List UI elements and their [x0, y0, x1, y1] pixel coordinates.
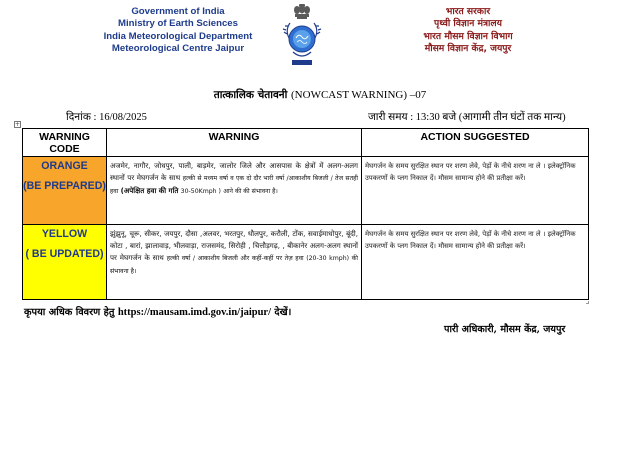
code-sublabel: (BE PREPARED)	[23, 180, 106, 192]
title-english: (NOWCAST WARNING) –07	[291, 89, 427, 101]
header-warning: WARNING	[107, 129, 362, 157]
header-english-line: India Meteorological Department	[103, 30, 253, 42]
warning-text	[107, 225, 362, 300]
warning-detail: हल्की वर्षा / आकाशीय बिजली और कहीं-कहीं पर तेज़ हवा (20-30 kmph) की संभावना है।	[110, 255, 359, 275]
issue-date	[66, 110, 147, 124]
warning-code-yellow	[23, 225, 107, 300]
warning-table	[22, 128, 589, 300]
header-english-line: Ministry of Earth Sciences	[118, 18, 238, 30]
code-sublabel: ( BE UPDATED)	[25, 248, 104, 260]
imd-emblem-icon	[280, 2, 324, 72]
time-value: : 13:30 बजे (आगामी तीन घंटों तक मान्य)	[410, 112, 566, 123]
warning-detail: हल्की से मध्यम वर्षा व एक दो दौर भारी वर्षा /आकाशीय बिजली / तेज सतही हवा	[110, 175, 358, 195]
warning-main: झुंझुनू, चूरू, सीकर, जयपुर, दौसा ,अलवर, भरतपुर, धौलपुर, करौली, टोंक, सवाईमाधोपुर, बूंदी, कोटा , बारां, झालावाड़, भीलवाड़ा, राजसमंद, सिरोही , चित्तौड़गढ़, , बीकानेर अलग-अलग स्थानों पर मेघगर्जन के साथ	[110, 229, 358, 262]
warning-speed: 30-50Kmph )	[180, 188, 221, 195]
header-hindi	[368, 6, 568, 56]
signature: पारी अधिकारी, मौसम केंद्र, जयपुर	[444, 324, 566, 335]
header-hindi-line: मौसम विज्ञान केंद्र, जयपुर	[424, 43, 512, 55]
header-english	[78, 6, 278, 56]
header-english-line: Meteorological Centre Jaipur	[111, 43, 245, 55]
issue-time	[368, 110, 566, 124]
page-title	[0, 88, 640, 102]
table-row	[23, 225, 589, 300]
date-label: दिनांक	[66, 112, 91, 123]
header-english-line: Government of India	[131, 6, 225, 17]
date-value: : 16/08/2025	[93, 112, 147, 123]
table-move-handle-icon[interactable]: +	[15, 121, 21, 128]
action-text: मेघगर्जन के समय सुरक्षित स्थान पर शरण लेवे, पेड़ों के नीचे शरण ना ले । इलेक्ट्रॉनिक उपकरणों के प्लग निकाल दें। मौसम सामान्य होने की प्रतीक्षा करें।	[362, 225, 589, 300]
warning-tail: आने की की संभावना है।	[223, 188, 278, 195]
header-action-suggested: ACTION SUGGESTED	[362, 129, 589, 157]
header-hindi-line: पृथ्वी विज्ञान मंत्रालय	[433, 18, 502, 30]
header-hindi-line: भारत मौसम विज्ञान विभाग	[423, 30, 513, 42]
warning-main: अजमेर, नागौर, जोधपुर, पाली, बाड़मेर, जालोर जिले और आसपास के क्षेत्रों में अलग-अलग स्थानों पर मेघगर्जन के साथ	[110, 161, 358, 182]
warning-text	[107, 157, 362, 225]
more-info-link[interactable]: https://mausam.imd.gov.in/jaipur/	[117, 307, 271, 318]
code-label: ORANGE	[41, 160, 88, 172]
header-hindi-line: भारत सरकार	[445, 6, 491, 17]
more-info-line	[24, 305, 291, 318]
table-header-row	[23, 129, 589, 157]
warning-bold: (अपेक्षित हवा की गति	[120, 186, 179, 195]
warning-code-orange	[23, 157, 107, 225]
title-hindi: तात्कालिक चेतावनी	[213, 89, 288, 101]
time-label: जारी समय	[368, 112, 408, 123]
header-warning-code: WARNING CODE	[23, 129, 107, 157]
table-resize-handle[interactable]	[586, 301, 589, 304]
more-info-prefix: कृपया अधिक विवरण हेतु	[24, 307, 115, 318]
table-row	[23, 157, 589, 225]
code-label: YELLOW	[41, 228, 88, 240]
action-text: मेघगर्जन के समय सुरक्षित स्थान पर शरण लेवे, पेड़ों के नीचे शरण ना ले । इलेक्ट्रॉनिक उपकरणों के प्लग निकाल दें। मौसम सामान्य होने की प्रतीक्षा करें।	[362, 157, 589, 225]
more-info-suffix: देखें।	[274, 307, 292, 318]
